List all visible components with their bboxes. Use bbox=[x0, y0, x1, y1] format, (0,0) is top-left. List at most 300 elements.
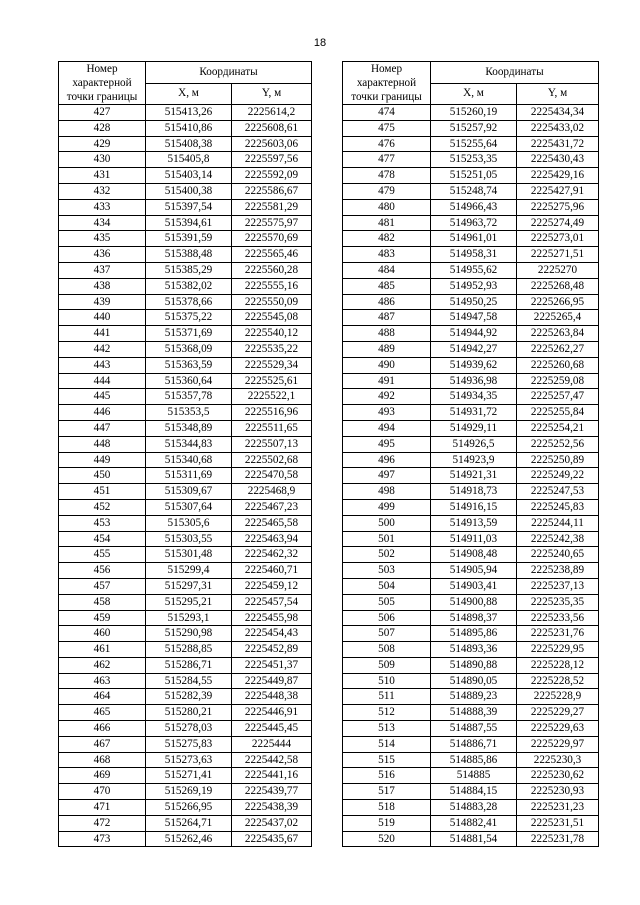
cell-y: 2225263,84 bbox=[517, 326, 599, 342]
cell-x: 515262,46 bbox=[146, 831, 232, 847]
cell-point-number: 478 bbox=[343, 168, 431, 184]
cell-y: 2225614,2 bbox=[232, 105, 312, 121]
cell-y: 2225439,77 bbox=[232, 784, 312, 800]
header-point-number: Номер характерной точки границы bbox=[59, 62, 146, 105]
table-row bbox=[343, 657, 599, 673]
cell-x: 514947,58 bbox=[431, 310, 517, 326]
cell-point-number: 470 bbox=[59, 784, 146, 800]
table-row bbox=[59, 594, 312, 610]
cell-y: 2225445,45 bbox=[232, 721, 312, 737]
cell-y: 2225255,84 bbox=[517, 405, 599, 421]
table-row bbox=[59, 215, 312, 231]
cell-x: 514955,62 bbox=[431, 262, 517, 278]
cell-point-number: 431 bbox=[59, 168, 146, 184]
cell-y: 2225228,52 bbox=[517, 673, 599, 689]
table-row bbox=[59, 310, 312, 326]
cell-x: 514911,03 bbox=[431, 531, 517, 547]
cell-point-number: 443 bbox=[59, 357, 146, 373]
cell-y: 2225434,34 bbox=[517, 105, 599, 121]
cell-point-number: 441 bbox=[59, 326, 146, 342]
cell-y: 2225237,13 bbox=[517, 578, 599, 594]
table-row bbox=[59, 231, 312, 247]
cell-x: 515360,64 bbox=[146, 373, 232, 389]
table-row bbox=[59, 357, 312, 373]
cell-y: 2225516,96 bbox=[232, 405, 312, 421]
table-row bbox=[59, 657, 312, 673]
cell-y: 2225242,38 bbox=[517, 531, 599, 547]
table-row bbox=[59, 547, 312, 563]
cell-y: 2225507,13 bbox=[232, 436, 312, 452]
cell-y: 2225462,32 bbox=[232, 547, 312, 563]
cell-y: 2225240,65 bbox=[517, 547, 599, 563]
cell-y: 2225250,89 bbox=[517, 452, 599, 468]
cell-point-number: 513 bbox=[343, 721, 431, 737]
table-row bbox=[343, 405, 599, 421]
cell-point-number: 497 bbox=[343, 468, 431, 484]
cell-point-number: 501 bbox=[343, 531, 431, 547]
cell-point-number: 472 bbox=[59, 815, 146, 831]
table-body bbox=[343, 105, 599, 847]
table-row bbox=[343, 168, 599, 184]
cell-point-number: 463 bbox=[59, 673, 146, 689]
cell-y: 2225448,38 bbox=[232, 689, 312, 705]
cell-point-number: 466 bbox=[59, 721, 146, 737]
table-row bbox=[343, 594, 599, 610]
coordinates-table-right bbox=[342, 61, 599, 847]
cell-point-number: 461 bbox=[59, 642, 146, 658]
cell-point-number: 433 bbox=[59, 199, 146, 215]
cell-x: 515311,69 bbox=[146, 468, 232, 484]
cell-point-number: 495 bbox=[343, 436, 431, 452]
cell-y: 2225565,46 bbox=[232, 247, 312, 263]
table-row bbox=[59, 578, 312, 594]
header-x: X, м bbox=[146, 83, 232, 105]
table-row bbox=[343, 736, 599, 752]
cell-x: 515348,89 bbox=[146, 420, 232, 436]
cell-x: 514898,37 bbox=[431, 610, 517, 626]
cell-x: 514890,88 bbox=[431, 657, 517, 673]
cell-point-number: 430 bbox=[59, 152, 146, 168]
cell-point-number: 488 bbox=[343, 326, 431, 342]
cell-y: 2225275,96 bbox=[517, 199, 599, 215]
cell-point-number: 490 bbox=[343, 357, 431, 373]
cell-x: 514929,11 bbox=[431, 420, 517, 436]
table-row bbox=[343, 183, 599, 199]
cell-x: 514889,23 bbox=[431, 689, 517, 705]
cell-y: 2225229,97 bbox=[517, 736, 599, 752]
cell-point-number: 517 bbox=[343, 784, 431, 800]
table-row bbox=[343, 705, 599, 721]
cell-y: 2225262,27 bbox=[517, 341, 599, 357]
cell-point-number: 516 bbox=[343, 768, 431, 784]
table-row bbox=[343, 689, 599, 705]
cell-point-number: 481 bbox=[343, 215, 431, 231]
cell-x: 515284,55 bbox=[146, 673, 232, 689]
cell-point-number: 500 bbox=[343, 515, 431, 531]
cell-x: 515251,05 bbox=[431, 168, 517, 184]
table-row bbox=[59, 484, 312, 500]
cell-point-number: 512 bbox=[343, 705, 431, 721]
cell-y: 2225429,16 bbox=[517, 168, 599, 184]
cell-point-number: 487 bbox=[343, 310, 431, 326]
cell-point-number: 520 bbox=[343, 831, 431, 847]
cell-point-number: 435 bbox=[59, 231, 146, 247]
table-row bbox=[343, 436, 599, 452]
cell-point-number: 489 bbox=[343, 341, 431, 357]
cell-x: 515410,86 bbox=[146, 120, 232, 136]
cell-point-number: 459 bbox=[59, 610, 146, 626]
cell-y: 2225457,54 bbox=[232, 594, 312, 610]
header-coordinates: Координаты bbox=[146, 62, 312, 84]
coordinates-table-left bbox=[58, 61, 312, 847]
table-row bbox=[343, 341, 599, 357]
cell-y: 2225608,61 bbox=[232, 120, 312, 136]
table-row bbox=[59, 183, 312, 199]
cell-point-number: 429 bbox=[59, 136, 146, 152]
cell-x: 515297,31 bbox=[146, 578, 232, 594]
cell-point-number: 450 bbox=[59, 468, 146, 484]
cell-point-number: 460 bbox=[59, 626, 146, 642]
cell-y: 2225233,56 bbox=[517, 610, 599, 626]
cell-y: 2225586,67 bbox=[232, 183, 312, 199]
cell-y: 2225465,58 bbox=[232, 515, 312, 531]
cell-y: 2225260,68 bbox=[517, 357, 599, 373]
cell-point-number: 515 bbox=[343, 752, 431, 768]
table-row bbox=[343, 752, 599, 768]
cell-x: 514895,86 bbox=[431, 626, 517, 642]
cell-x: 514890,05 bbox=[431, 673, 517, 689]
cell-y: 2225451,37 bbox=[232, 657, 312, 673]
cell-point-number: 473 bbox=[59, 831, 146, 847]
cell-y: 2225268,48 bbox=[517, 278, 599, 294]
cell-y: 2225257,47 bbox=[517, 389, 599, 405]
cell-x: 515382,02 bbox=[146, 278, 232, 294]
table-row bbox=[59, 499, 312, 515]
cell-y: 2225259,08 bbox=[517, 373, 599, 389]
cell-x: 515413,26 bbox=[146, 105, 232, 121]
table-row bbox=[343, 199, 599, 215]
cell-x: 515266,95 bbox=[146, 800, 232, 816]
cell-point-number: 476 bbox=[343, 136, 431, 152]
cell-x: 515301,48 bbox=[146, 547, 232, 563]
table-row bbox=[343, 278, 599, 294]
cell-point-number: 509 bbox=[343, 657, 431, 673]
cell-point-number: 457 bbox=[59, 578, 146, 594]
cell-y: 2225273,01 bbox=[517, 231, 599, 247]
cell-point-number: 507 bbox=[343, 626, 431, 642]
table-row bbox=[59, 626, 312, 642]
cell-x: 514944,92 bbox=[431, 326, 517, 342]
cell-point-number: 427 bbox=[59, 105, 146, 121]
cell-y: 2225271,51 bbox=[517, 247, 599, 263]
cell-x: 515273,63 bbox=[146, 752, 232, 768]
cell-point-number: 477 bbox=[343, 152, 431, 168]
cell-y: 2225265,4 bbox=[517, 310, 599, 326]
cell-x: 514958,31 bbox=[431, 247, 517, 263]
cell-point-number: 491 bbox=[343, 373, 431, 389]
cell-y: 2225247,53 bbox=[517, 484, 599, 500]
table-row bbox=[59, 436, 312, 452]
cell-x: 515275,83 bbox=[146, 736, 232, 752]
table-row bbox=[59, 105, 312, 121]
cell-x: 514887,55 bbox=[431, 721, 517, 737]
cell-x: 515344,83 bbox=[146, 436, 232, 452]
cell-x: 514931,72 bbox=[431, 405, 517, 421]
cell-y: 2225230,3 bbox=[517, 752, 599, 768]
cell-y: 2225545,08 bbox=[232, 310, 312, 326]
cell-x: 515340,68 bbox=[146, 452, 232, 468]
cell-y: 2225502,68 bbox=[232, 452, 312, 468]
cell-point-number: 439 bbox=[59, 294, 146, 310]
cell-point-number: 453 bbox=[59, 515, 146, 531]
table-row bbox=[343, 120, 599, 136]
cell-x: 514934,35 bbox=[431, 389, 517, 405]
table-row bbox=[343, 231, 599, 247]
cell-y: 2225529,34 bbox=[232, 357, 312, 373]
table-row bbox=[343, 673, 599, 689]
table-row bbox=[59, 673, 312, 689]
cell-point-number: 479 bbox=[343, 183, 431, 199]
cell-y: 2225455,98 bbox=[232, 610, 312, 626]
cell-point-number: 436 bbox=[59, 247, 146, 263]
cell-point-number: 454 bbox=[59, 531, 146, 547]
table-row bbox=[343, 815, 599, 831]
table-row bbox=[343, 420, 599, 436]
cell-x: 514908,48 bbox=[431, 547, 517, 563]
cell-point-number: 449 bbox=[59, 452, 146, 468]
cell-point-number: 464 bbox=[59, 689, 146, 705]
cell-y: 2225266,95 bbox=[517, 294, 599, 310]
cell-x: 515269,19 bbox=[146, 784, 232, 800]
table-row bbox=[343, 326, 599, 342]
cell-y: 2225470,58 bbox=[232, 468, 312, 484]
cell-x: 515375,22 bbox=[146, 310, 232, 326]
cell-x: 515260,19 bbox=[431, 105, 517, 121]
cell-point-number: 446 bbox=[59, 405, 146, 421]
table-row bbox=[59, 689, 312, 705]
cell-y: 2225245,83 bbox=[517, 499, 599, 515]
cell-x: 515397,54 bbox=[146, 199, 232, 215]
cell-point-number: 485 bbox=[343, 278, 431, 294]
cell-y: 2225444 bbox=[232, 736, 312, 752]
cell-y: 2225449,87 bbox=[232, 673, 312, 689]
cell-x: 514918,73 bbox=[431, 484, 517, 500]
table-row bbox=[343, 215, 599, 231]
table-row bbox=[59, 278, 312, 294]
cell-point-number: 442 bbox=[59, 341, 146, 357]
cell-y: 2225452,89 bbox=[232, 642, 312, 658]
cell-x: 515309,67 bbox=[146, 484, 232, 500]
cell-x: 515353,5 bbox=[146, 405, 232, 421]
table-row bbox=[59, 120, 312, 136]
table-row bbox=[59, 768, 312, 784]
cell-point-number: 505 bbox=[343, 594, 431, 610]
cell-x: 515286,71 bbox=[146, 657, 232, 673]
cell-x: 515403,14 bbox=[146, 168, 232, 184]
cell-y: 2225235,35 bbox=[517, 594, 599, 610]
cell-x: 515280,21 bbox=[146, 705, 232, 721]
table-row bbox=[59, 247, 312, 263]
cell-x: 515408,38 bbox=[146, 136, 232, 152]
cell-point-number: 499 bbox=[343, 499, 431, 515]
cell-x: 515264,71 bbox=[146, 815, 232, 831]
table-row bbox=[343, 373, 599, 389]
table-row bbox=[343, 800, 599, 816]
cell-point-number: 484 bbox=[343, 262, 431, 278]
cell-y: 2225454,43 bbox=[232, 626, 312, 642]
cell-point-number: 510 bbox=[343, 673, 431, 689]
cell-x: 514913,59 bbox=[431, 515, 517, 531]
cell-x: 515255,64 bbox=[431, 136, 517, 152]
cell-x: 515278,03 bbox=[146, 721, 232, 737]
cell-x: 514903,41 bbox=[431, 578, 517, 594]
cell-y: 2225603,06 bbox=[232, 136, 312, 152]
cell-point-number: 437 bbox=[59, 262, 146, 278]
cell-point-number: 474 bbox=[343, 105, 431, 121]
cell-point-number: 444 bbox=[59, 373, 146, 389]
cell-x: 515271,41 bbox=[146, 768, 232, 784]
cell-x: 514961,01 bbox=[431, 231, 517, 247]
cell-point-number: 456 bbox=[59, 563, 146, 579]
cell-y: 2225229,63 bbox=[517, 721, 599, 737]
cell-x: 514882,41 bbox=[431, 815, 517, 831]
cell-x: 514963,72 bbox=[431, 215, 517, 231]
cell-y: 2225438,39 bbox=[232, 800, 312, 816]
cell-point-number: 475 bbox=[343, 120, 431, 136]
table-row bbox=[343, 531, 599, 547]
cell-point-number: 434 bbox=[59, 215, 146, 231]
table-row bbox=[343, 136, 599, 152]
cell-y: 2225274,49 bbox=[517, 215, 599, 231]
cell-point-number: 486 bbox=[343, 294, 431, 310]
cell-x: 515305,6 bbox=[146, 515, 232, 531]
cell-x: 515295,21 bbox=[146, 594, 232, 610]
cell-y: 2225463,94 bbox=[232, 531, 312, 547]
cell-x: 515391,59 bbox=[146, 231, 232, 247]
table-row bbox=[59, 642, 312, 658]
table-row bbox=[343, 768, 599, 784]
cell-y: 2225228,9 bbox=[517, 689, 599, 705]
cell-x: 514884,15 bbox=[431, 784, 517, 800]
cell-y: 2225446,91 bbox=[232, 705, 312, 721]
cell-point-number: 496 bbox=[343, 452, 431, 468]
cell-y: 2225244,11 bbox=[517, 515, 599, 531]
cell-x: 514939,62 bbox=[431, 357, 517, 373]
cell-y: 2225433,02 bbox=[517, 120, 599, 136]
cell-x: 515357,78 bbox=[146, 389, 232, 405]
cell-y: 2225230,62 bbox=[517, 768, 599, 784]
table-row bbox=[343, 610, 599, 626]
table-row bbox=[59, 784, 312, 800]
cell-x: 514926,5 bbox=[431, 436, 517, 452]
cell-y: 2225254,21 bbox=[517, 420, 599, 436]
table-row bbox=[343, 294, 599, 310]
table-row bbox=[59, 752, 312, 768]
table-row bbox=[59, 800, 312, 816]
cell-x: 514881,54 bbox=[431, 831, 517, 847]
header-y: Y, м bbox=[232, 83, 312, 105]
cell-point-number: 471 bbox=[59, 800, 146, 816]
cell-y: 2225228,12 bbox=[517, 657, 599, 673]
cell-point-number: 438 bbox=[59, 278, 146, 294]
table-row bbox=[343, 515, 599, 531]
cell-y: 2225431,72 bbox=[517, 136, 599, 152]
cell-x: 515293,1 bbox=[146, 610, 232, 626]
cell-y: 2225231,23 bbox=[517, 800, 599, 816]
table-row bbox=[343, 452, 599, 468]
cell-x: 514916,15 bbox=[431, 499, 517, 515]
cell-x: 514942,27 bbox=[431, 341, 517, 357]
table-row bbox=[59, 736, 312, 752]
cell-x: 515368,09 bbox=[146, 341, 232, 357]
table-row bbox=[343, 578, 599, 594]
header-point-number: Номер характерной точки границы bbox=[343, 62, 431, 105]
cell-y: 2225238,89 bbox=[517, 563, 599, 579]
cell-point-number: 482 bbox=[343, 231, 431, 247]
table-row bbox=[343, 310, 599, 326]
cell-y: 2225231,78 bbox=[517, 831, 599, 847]
cell-point-number: 519 bbox=[343, 815, 431, 831]
cell-y: 2225430,43 bbox=[517, 152, 599, 168]
cell-point-number: 428 bbox=[59, 120, 146, 136]
cell-y: 2225575,97 bbox=[232, 215, 312, 231]
table-row bbox=[59, 721, 312, 737]
cell-y: 2225441,16 bbox=[232, 768, 312, 784]
cell-x: 515248,74 bbox=[431, 183, 517, 199]
table-row bbox=[343, 357, 599, 373]
cell-point-number: 514 bbox=[343, 736, 431, 752]
cell-y: 2225460,71 bbox=[232, 563, 312, 579]
cell-x: 514883,28 bbox=[431, 800, 517, 816]
cell-point-number: 452 bbox=[59, 499, 146, 515]
table-row bbox=[343, 784, 599, 800]
cell-x: 514921,31 bbox=[431, 468, 517, 484]
table-row bbox=[59, 405, 312, 421]
table-row bbox=[59, 705, 312, 721]
cell-x: 515385,29 bbox=[146, 262, 232, 278]
cell-point-number: 458 bbox=[59, 594, 146, 610]
cell-point-number: 492 bbox=[343, 389, 431, 405]
cell-x: 515303,55 bbox=[146, 531, 232, 547]
cell-y: 2225560,28 bbox=[232, 262, 312, 278]
cell-y: 2225437,02 bbox=[232, 815, 312, 831]
cell-point-number: 455 bbox=[59, 547, 146, 563]
table-row bbox=[343, 642, 599, 658]
cell-y: 2225535,22 bbox=[232, 341, 312, 357]
cell-point-number: 506 bbox=[343, 610, 431, 626]
header-y: Y, м bbox=[517, 83, 599, 105]
table-row bbox=[343, 105, 599, 121]
cell-x: 514885 bbox=[431, 768, 517, 784]
cell-point-number: 465 bbox=[59, 705, 146, 721]
cell-x: 515400,38 bbox=[146, 183, 232, 199]
cell-y: 2225427,91 bbox=[517, 183, 599, 199]
table-row bbox=[59, 262, 312, 278]
cell-x: 515288,85 bbox=[146, 642, 232, 658]
cell-x: 514900,88 bbox=[431, 594, 517, 610]
table-row bbox=[343, 721, 599, 737]
cell-point-number: 469 bbox=[59, 768, 146, 784]
cell-y: 2225540,12 bbox=[232, 326, 312, 342]
cell-x: 514936,98 bbox=[431, 373, 517, 389]
cell-point-number: 483 bbox=[343, 247, 431, 263]
cell-x: 515378,66 bbox=[146, 294, 232, 310]
cell-y: 2225270 bbox=[517, 262, 599, 278]
table-row bbox=[59, 199, 312, 215]
table-row bbox=[59, 452, 312, 468]
cell-y: 2225229,95 bbox=[517, 642, 599, 658]
table-row bbox=[59, 341, 312, 357]
